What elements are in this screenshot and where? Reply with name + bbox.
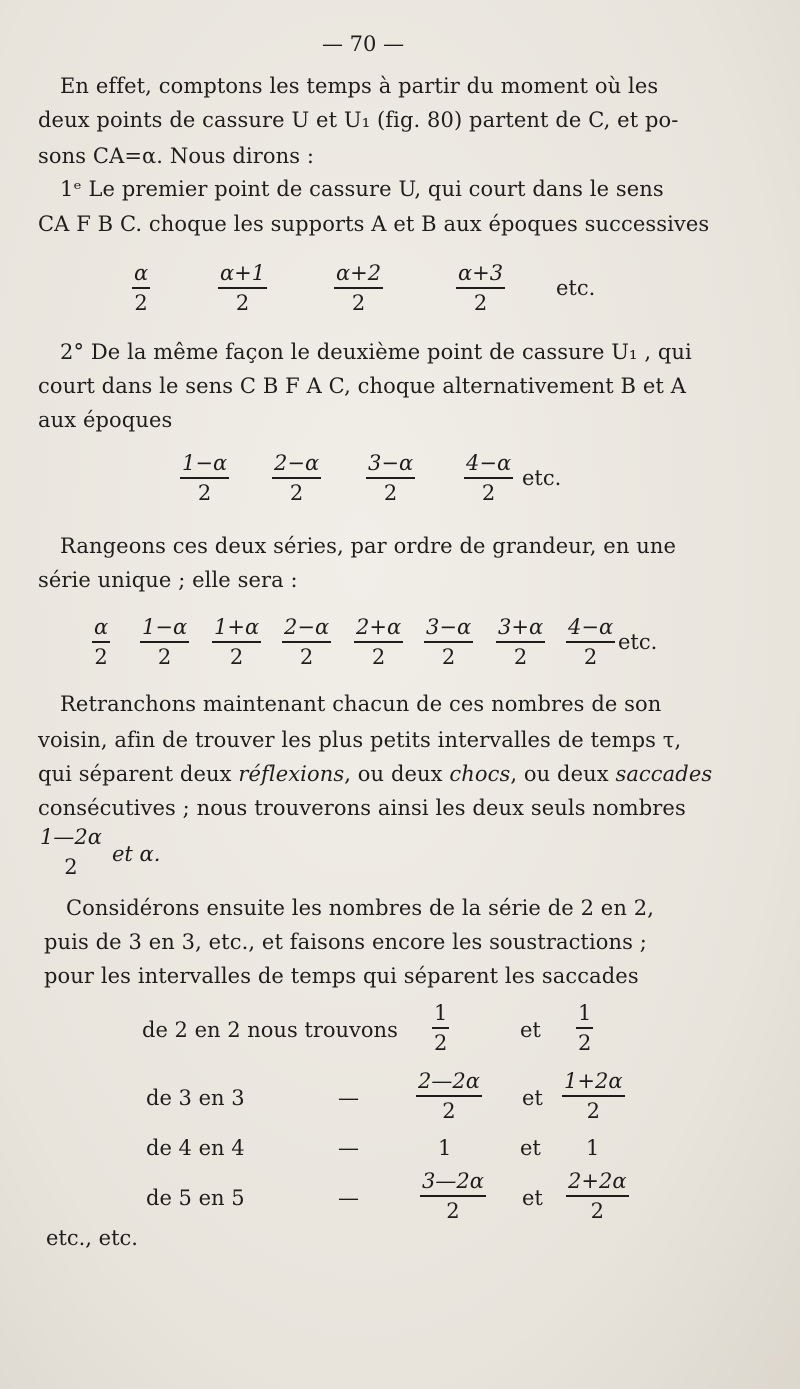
text-line-italic-terms: qui séparent deux réflexions, ou deux chocs, ou deux saccades: [38, 762, 713, 786]
fraction: 2+α 2: [356, 615, 402, 669]
term-saccades: saccades: [615, 762, 713, 786]
etc-label: etc.: [522, 466, 562, 490]
fraction: 1−α 2: [182, 451, 228, 505]
dash: —: [338, 1186, 359, 1210]
et-label: et: [520, 1018, 541, 1042]
fraction: 3+α 2: [498, 615, 544, 669]
row-label: de 2 en 2 nous trouvons: [142, 1018, 398, 1042]
value: 1: [586, 1136, 600, 1160]
etc-label: etc.: [556, 276, 596, 300]
fraction: 1 2: [434, 1001, 448, 1055]
fraction: 4−α 2: [466, 451, 512, 505]
fraction: α+3 2: [458, 261, 504, 315]
term-chocs: chocs: [449, 762, 511, 786]
text-line: Retranchons maintenant chacun de ces nombres de son: [60, 692, 662, 716]
fraction: 3—2α 2: [422, 1169, 484, 1223]
term-reflexions: réflexions: [238, 762, 345, 786]
fraction: α+2 2: [336, 261, 382, 315]
fraction: α 2: [94, 615, 109, 669]
fraction: 2—2α 2: [418, 1069, 480, 1123]
text-line: 1ᵉ Le premier point de cassure U, qui court dans le sens: [60, 177, 664, 201]
text-line: consécutives ; nous trouverons ainsi les deux seuls nombres: [38, 796, 686, 820]
text-line: série unique ; elle sera :: [38, 568, 298, 592]
fraction: 1—2α 2: [40, 825, 102, 879]
row-label: de 3 en 3: [146, 1086, 245, 1110]
text-line: Considérons ensuite les nombres de la série de 2 en 2,: [66, 896, 654, 920]
dash: —: [338, 1086, 359, 1110]
text-line: En effet, comptons les temps à partir du moment où les: [60, 74, 659, 98]
text-line: voisin, afin de trouver les plus petits intervalles de temps τ,: [38, 728, 682, 752]
etc-label: etc.: [618, 630, 658, 654]
et-label: et: [522, 1186, 543, 1210]
et-label: et: [522, 1086, 543, 1110]
fraction: α+1 2: [220, 261, 266, 315]
text-line: sons CA=α. Nous dirons :: [38, 144, 315, 168]
value: 1: [438, 1136, 452, 1160]
fraction: 4−α 2: [568, 615, 614, 669]
text-line: aux époques: [38, 408, 173, 432]
text-line: Rangeons ces deux séries, par ordre de grandeur, en une: [60, 534, 676, 558]
fraction: α 2: [134, 261, 149, 315]
text-line: court dans le sens C B F A C, choque alternativement B et A: [38, 374, 686, 398]
fraction: 1−α 2: [142, 615, 188, 669]
fraction: 1 2: [578, 1001, 592, 1055]
et-label: et: [520, 1136, 541, 1160]
closing-text: etc., etc.: [46, 1226, 138, 1250]
fraction: 2−α 2: [284, 615, 330, 669]
row-label: de 5 en 5: [146, 1186, 245, 1210]
fraction: 1+α 2: [214, 615, 260, 669]
fraction: 1+2α 2: [564, 1069, 623, 1123]
text-line: pour les intervalles de temps qui séparent les saccades: [44, 964, 639, 988]
dash: —: [338, 1136, 359, 1160]
fraction: 2−α 2: [274, 451, 320, 505]
text-line: 2° De la même façon le deuxième point de cassure U₁ , qui: [60, 340, 692, 364]
text-fragment: et α.: [112, 842, 161, 866]
fraction: 3−α 2: [426, 615, 472, 669]
text-line: deux points de cassure U et U₁ (fig. 80) partent de C, et po-: [38, 108, 679, 132]
row-label: de 4 en 4: [146, 1136, 245, 1160]
fraction: 3−α 2: [368, 451, 414, 505]
text-line: puis de 3 en 3, etc., et faisons encore les soustractions ;: [44, 930, 647, 954]
text-line: CA F B C. choque les supports A et B aux époques successives: [38, 212, 710, 236]
page-number: — 70 —: [322, 32, 405, 56]
fraction: 2+2α 2: [568, 1169, 627, 1223]
